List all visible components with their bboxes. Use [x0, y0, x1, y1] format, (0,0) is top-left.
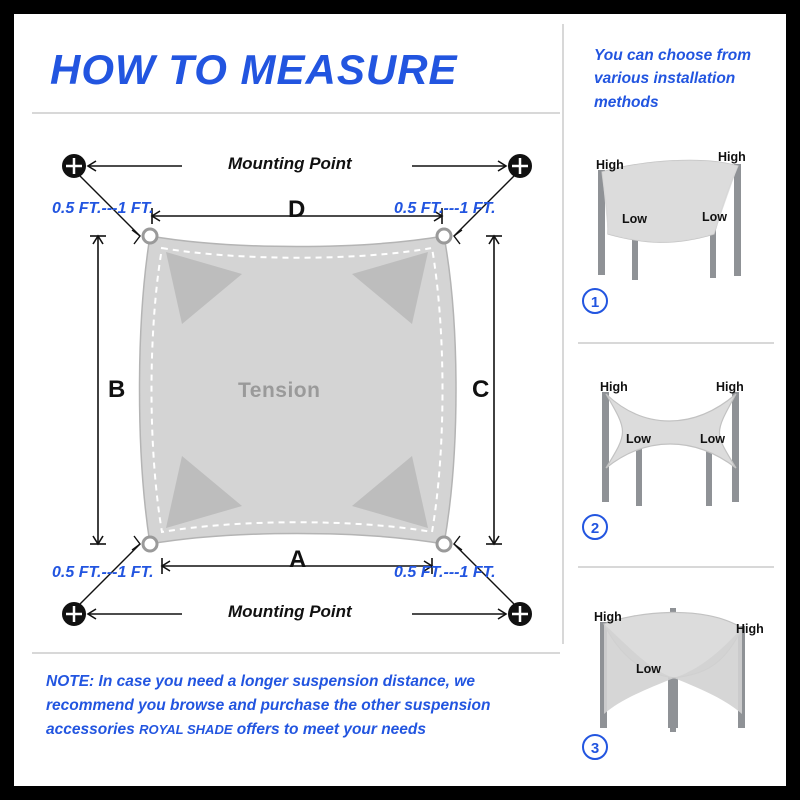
offset-bottom-left-label: 0.5 FT.---1 FT.: [52, 564, 154, 581]
divider-vertical: [562, 24, 564, 644]
divider-title: [32, 112, 560, 114]
method-2-label-high-left: High: [600, 380, 628, 394]
offset-top-right-label: 0.5 FT.---1 FT.: [394, 200, 496, 217]
installation-method-2: [574, 354, 774, 560]
method-2-label-low-right: Low: [700, 432, 725, 446]
method-1-label-low-left: Low: [622, 212, 647, 226]
method-3-label-high-left: High: [594, 610, 622, 624]
method-1-badge: 1: [582, 288, 608, 314]
method-2-label-low-left: Low: [626, 432, 651, 446]
mounting-point-bottom-label: Mounting Point: [228, 602, 352, 621]
installation-heading: You can choose from various installation methods: [594, 47, 752, 111]
dimension-b-label: B: [108, 376, 126, 403]
method-2-label-high-right: High: [716, 380, 744, 394]
tension-label: Tension: [238, 379, 321, 402]
installation-method-3: [574, 578, 774, 784]
mounting-point-top-label: Mounting Point: [228, 154, 352, 173]
method-1-label-low-right: Low: [702, 210, 727, 224]
offset-top-left-label: 0.5 FT.---1 FT.: [52, 200, 154, 217]
divider-note: [32, 652, 560, 654]
divider-panel-1: [578, 342, 774, 344]
method-3-badge: 3: [582, 734, 608, 760]
offset-bottom-right-label: 0.5 FT.---1 FT.: [394, 564, 496, 581]
method-2-badge: 2: [582, 514, 608, 540]
installation-method-1: [574, 130, 774, 336]
method-1-label-high-right: High: [718, 150, 746, 164]
measure-section: [32, 24, 562, 776]
dimension-c-label: C: [472, 376, 490, 403]
method-3-label-high-right: High: [736, 622, 764, 636]
method-3-label-low: Low: [636, 662, 661, 676]
page-title: HOW TO MEASURE: [50, 46, 458, 93]
note-text: [46, 670, 550, 742]
note-part1: NOTE: In case you need a longer suspension distance, we recommend you browse and purchase the other suspension accessories: [46, 673, 491, 739]
sail-measure-diagram: [32, 124, 562, 652]
method-1-label-high-left: High: [596, 158, 624, 172]
divider-panel-2: [578, 566, 774, 568]
dimension-d-label: D: [288, 196, 306, 223]
info-sheet: [14, 14, 786, 786]
dimension-a-label: A: [289, 546, 307, 573]
brand-name: ROYAL SHADE: [139, 722, 233, 738]
note-part2: offers to meet your needs: [232, 721, 427, 739]
installation-methods-section: [574, 24, 774, 776]
